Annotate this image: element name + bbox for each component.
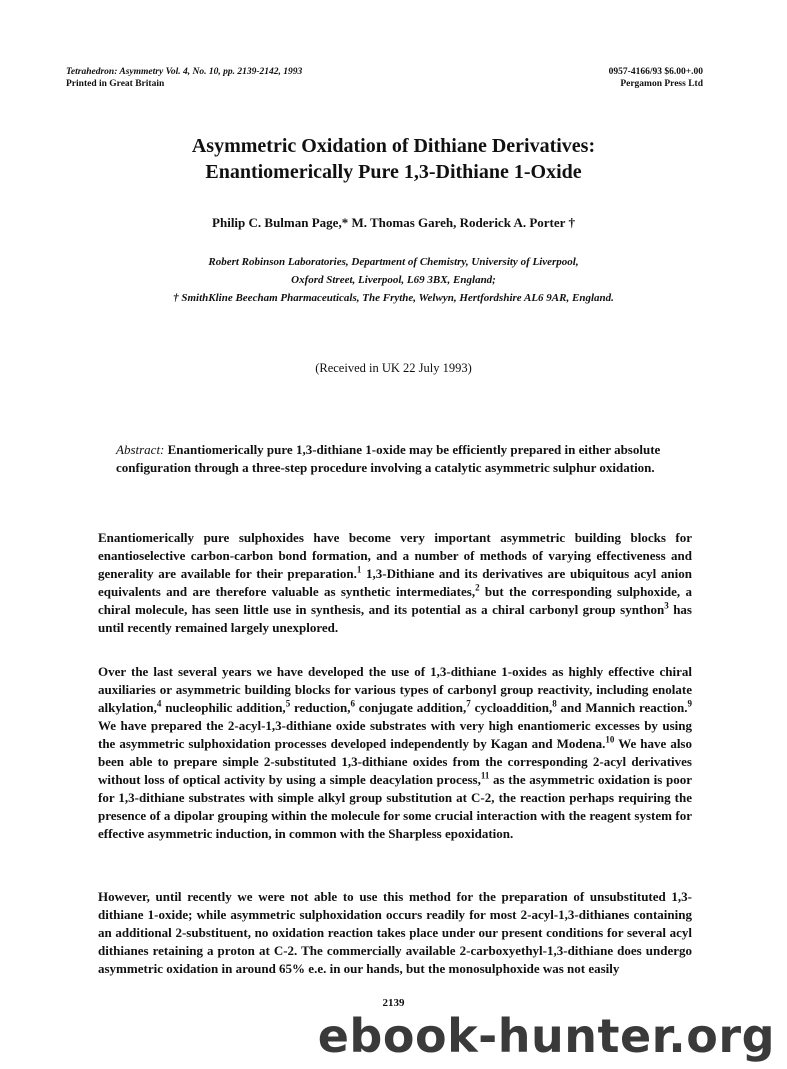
p1-text: but the corresponding sulphoxide, a chiral molecule, has seen little use in synthesis, and its potential as a chiral carbonyl group synthon bbox=[98, 584, 692, 617]
affiliations bbox=[100, 253, 687, 307]
p2-text: and Mannich reaction. bbox=[556, 700, 688, 715]
reference-mark: 11 bbox=[480, 770, 490, 781]
paragraph-1 bbox=[98, 529, 692, 637]
abstract-label: Abstract: bbox=[116, 442, 165, 457]
authors: Philip C. Bulman Page,* M. Thomas Gareh, Roderick A. Porter † bbox=[212, 215, 575, 230]
p2-text: nucleophilic addition, bbox=[161, 700, 286, 715]
p1-text: has until recently remained largely unexplored. bbox=[98, 602, 692, 635]
journal-citation: Tetrahedron: Asymmetry Vol. 4, No. 10, pp. 2139-2142, 1993 bbox=[66, 67, 303, 77]
journal-header bbox=[66, 66, 302, 90]
p1-text: Enantiomerically pure sulphoxides have become very important asymmetric building blocks for enantioselective carbon-carbon bond formation, and a number of methods of varying effectiveness and generality are available for their preparation. bbox=[98, 530, 692, 581]
p2-text: We have also been able to prepare simple 2-substituted 1,3-dithiane oxides from the corresponding 2-acyl derivatives without loss of optical activity by using a simple deacylation process, bbox=[98, 736, 692, 787]
p2-text: conjugate addition, bbox=[354, 700, 467, 715]
printed-in: Printed in Great Britain bbox=[66, 79, 165, 89]
publisher-header bbox=[609, 66, 703, 90]
reference-mark: 5 bbox=[285, 698, 291, 709]
reference-mark: 9 bbox=[687, 698, 692, 709]
p1-text: 1,3-Dithiane and its derivatives are ubiquitous acyl anion equivalents and are therefore valuable as synthetic intermediates, bbox=[98, 566, 693, 599]
reference-mark: 2 bbox=[475, 582, 480, 593]
article-title bbox=[100, 133, 687, 185]
abstract-text: Enantiomerically pure 1,3-dithiane 1-oxide may be efficiently prepared in either absolute configuration through a three-step procedure involving a catalytic asymmetric sulphur oxidation. bbox=[116, 442, 661, 475]
p2-text: We have prepared the 2-acyl-1,3-dithiane oxide substrates with very high enantiomeric excesses by using the asymmetric sulphoxidation processes developed independently by Kagan and Modena. bbox=[98, 718, 692, 751]
affiliation-line-2: Oxford Street, Liverpool, L69 3BX, England; bbox=[291, 274, 496, 286]
p2-text: as the asymmetric oxidation is poor for 1,3-dithiane substrates with simple alkyl group substitution at C-2, the reaction perhaps requiring the presence of a dipolar grouping within the molecule for some crucial interaction with the reagent system for effective asymmetric induction, in common with the Sharpless epoxidation. bbox=[98, 772, 692, 841]
received-date: (Received in UK 22 July 1993) bbox=[315, 361, 472, 375]
reference-mark: 7 bbox=[466, 698, 471, 709]
p2-text: cycloaddition, bbox=[470, 700, 553, 715]
reference-mark: 8 bbox=[552, 698, 557, 709]
title-line-1: Asymmetric Oxidation of Dithiane Derivatives: bbox=[191, 135, 596, 157]
abstract bbox=[116, 441, 672, 477]
affiliation-line-1: Robert Robinson Laboratories, Department of Chemistry, University of Liverpool, bbox=[208, 256, 579, 268]
p2-text: reduction, bbox=[290, 700, 351, 715]
watermark-logo: ebook-hunter.org bbox=[317, 1009, 775, 1063]
title-line-2: Enantiomerically Pure 1,3-Dithiane 1-Oxide bbox=[205, 161, 582, 183]
reference-mark: 6 bbox=[350, 698, 355, 709]
paragraph-3: However, until recently we were not able to use this method for the preparation of unsubstituted 1,3-dithiane 1-oxide; while asymmetric sulphoxidation occurs readily for most 2-acyl-1,3-dithianes containing an additional 2-substituent, no oxidation reaction takes place under our present conditions for several acyl dithianes retaining a proton at C-2. The commercially available 2-carboxyethyl-1,3-dithiane does undergo asymmetric oxidation in around 65% e.e. in our hands, but the monosulphoxide was not easily bbox=[98, 889, 692, 976]
affiliation-line-3: † SmithKline Beecham Pharmaceuticals, The Frythe, Welwyn, Hertfordshire AL6 9AR, England. bbox=[173, 292, 614, 304]
reference-mark: 4 bbox=[156, 698, 162, 709]
reference-mark: 10 bbox=[605, 734, 615, 745]
p2-text: Over the last several years we have developed the use of 1,3-dithiane 1-oxides as highly effective chiral auxiliaries or asymmetric building blocks for various types of carbonyl group reactivity, including enolate alkylation, bbox=[98, 664, 692, 715]
reference-mark: 1 bbox=[356, 564, 362, 575]
reference-mark: 3 bbox=[664, 600, 669, 611]
paragraph-2 bbox=[98, 663, 692, 843]
publisher-name: Pergamon Press Ltd bbox=[620, 79, 703, 89]
price-code: 0957-4166/93 $6.00+.00 bbox=[608, 67, 703, 77]
page-number: 2139 bbox=[382, 997, 405, 1009]
